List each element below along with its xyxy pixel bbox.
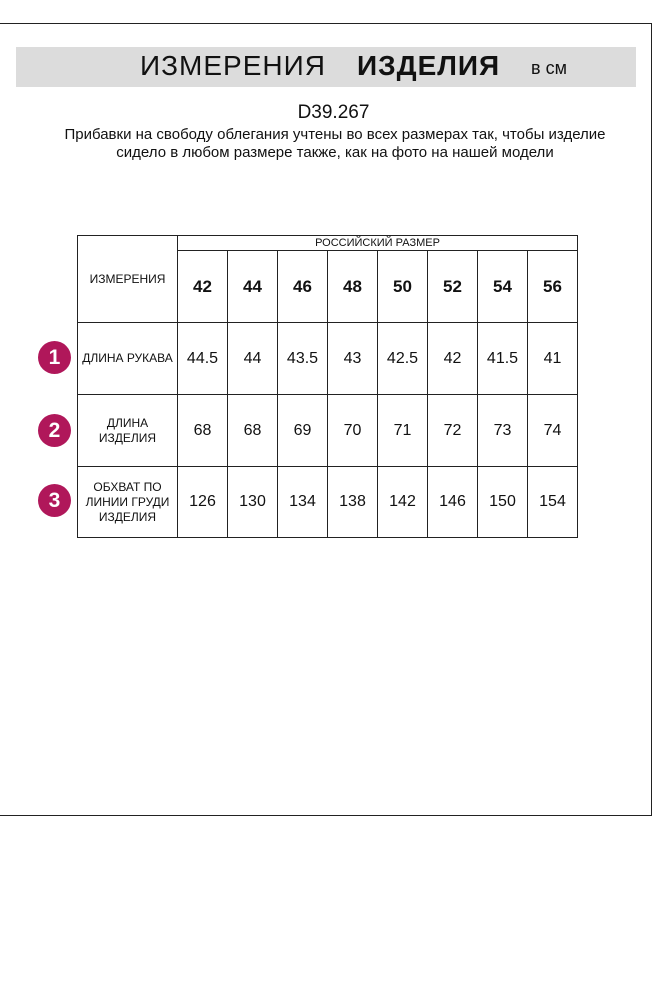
badge-number-3: 3 xyxy=(38,484,71,517)
row-label-sleeve-length: ДЛИНА РУКАВА xyxy=(78,323,178,395)
table-cell: 70 xyxy=(328,395,378,467)
row-label-product-length: ДЛИНА ИЗДЕЛИЯ xyxy=(78,395,178,467)
table-cell: 142 xyxy=(378,467,428,538)
table-cell: 41 xyxy=(528,323,578,395)
size-table xyxy=(77,235,578,538)
table-cell: 154 xyxy=(528,467,578,538)
size-header: 54 xyxy=(478,251,528,323)
table-row xyxy=(78,467,578,538)
table-cell: 134 xyxy=(278,467,328,538)
table-cell: 68 xyxy=(178,395,228,467)
article-number: D39.267 xyxy=(297,102,370,123)
table-cell: 68 xyxy=(228,395,278,467)
table-cell: 138 xyxy=(328,467,378,538)
size-header: 48 xyxy=(328,251,378,323)
size-header: 46 xyxy=(278,251,328,323)
table-cell: 71 xyxy=(378,395,428,467)
table-cell: 72 xyxy=(428,395,478,467)
table-row xyxy=(78,395,578,467)
table-cell: 44.5 xyxy=(178,323,228,395)
table-cell: 42 xyxy=(428,323,478,395)
size-header: 50 xyxy=(378,251,428,323)
table-row xyxy=(78,323,578,395)
size-header: 52 xyxy=(428,251,478,323)
measure-header: ИЗМЕРЕНИЯ xyxy=(78,236,178,323)
row-label-chest-girth: ОБХВАТ ПО ЛИНИИ ГРУДИ ИЗДЕЛИЯ xyxy=(78,467,178,538)
table-cell: 73 xyxy=(478,395,528,467)
table-cell: 69 xyxy=(278,395,328,467)
table-cell: 130 xyxy=(228,467,278,538)
size-header: 42 xyxy=(178,251,228,323)
table-cell: 150 xyxy=(478,467,528,538)
size-group-header: РОССИЙСКИЙ РАЗМЕР xyxy=(178,236,578,251)
table-cell: 41.5 xyxy=(478,323,528,395)
badge-number-2: 2 xyxy=(38,414,71,447)
table-cell: 44 xyxy=(228,323,278,395)
table-cell: 43 xyxy=(328,323,378,395)
size-header: 56 xyxy=(528,251,578,323)
fit-note: Прибавки на свободу облегания учтены во всех размерах так, чтобы изделие сидело в любом размере также, как на фото на нашей модели xyxy=(64,126,606,161)
table-cell: 74 xyxy=(528,395,578,467)
page-title-product: ИЗДЕЛИЯ xyxy=(357,50,501,81)
table-cell: 126 xyxy=(178,467,228,538)
table-cell: 42.5 xyxy=(378,323,428,395)
table-cell: 43.5 xyxy=(278,323,328,395)
size-header: 44 xyxy=(228,251,278,323)
page-title-measurements: ИЗМЕРЕНИЯ xyxy=(140,50,326,81)
badge-number-1: 1 xyxy=(38,341,71,374)
table-cell: 146 xyxy=(428,467,478,538)
unit-label: в см xyxy=(531,58,567,78)
